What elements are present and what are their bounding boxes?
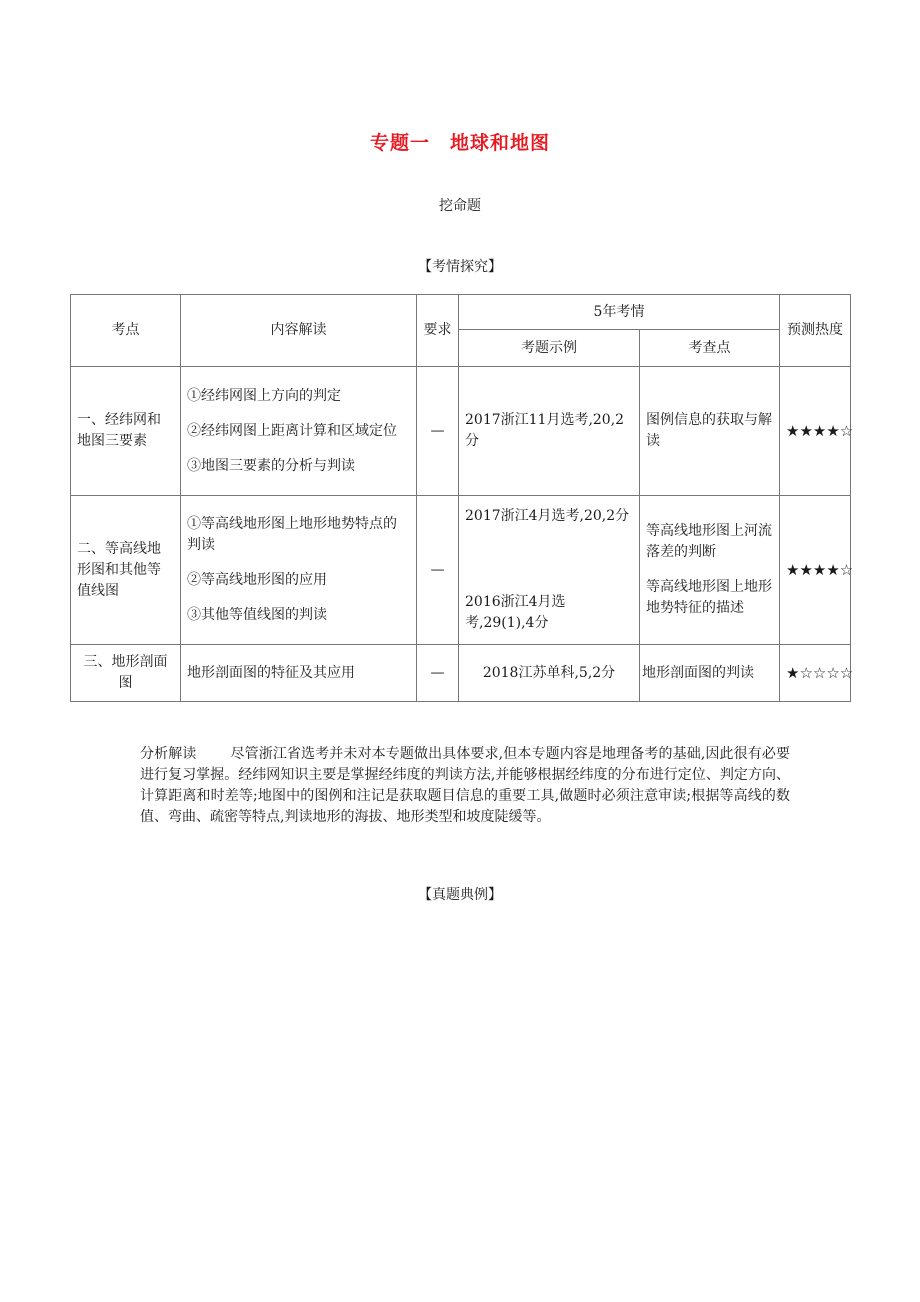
content-item: ③地图三要素的分析与判读 [187, 457, 355, 474]
exam-example: 2016浙江4月选考,29(1),4分 [465, 594, 566, 631]
exam-example: 2018江苏单科,5,2分 [482, 664, 616, 681]
header-kaochadian: 考查点 [640, 330, 780, 367]
cell-kaodian: 三、地形剖面图 [71, 645, 181, 702]
exam-table [70, 294, 854, 702]
exam-point: 图例信息的获取与解读 [646, 412, 772, 449]
cell-neirong [181, 645, 417, 702]
content-item: ②等高线地形图的应用 [187, 572, 327, 588]
cell-shili [459, 496, 640, 645]
header-kaodian: 考点 [71, 295, 181, 367]
analysis-paragraph [140, 744, 790, 828]
section-heading-real-examples: 【真题典例】 [418, 887, 502, 903]
content-item: ①等高线地形图上地形地势特点的判读 [187, 516, 397, 553]
rating-stars: ★★★★☆ [780, 367, 851, 496]
table-row [71, 645, 851, 702]
header-shili: 考题示例 [459, 330, 640, 367]
exam-example: 2017浙江4月选考,20,2分 [465, 508, 630, 524]
section-heading-exam-analysis: 【考情探究】 [418, 259, 502, 275]
cell-kaodian: 二、等高线地形图和其他等值线图 [71, 496, 181, 645]
cell-kaochadian [640, 367, 780, 496]
content-item: ②经纬网图上距离计算和区域定位 [187, 422, 397, 439]
subtitle: 挖命题 [439, 198, 481, 214]
rating-stars: ★★★★☆ [780, 496, 851, 645]
cell-kaochadian [640, 496, 780, 645]
header-yaoqiu: 要求 [417, 295, 459, 367]
exam-example: 2017浙江11月选考,20,2分 [465, 412, 625, 449]
cell-shili [459, 645, 640, 702]
content-item: ③其他等值线图的判读 [187, 607, 327, 623]
cell-kaochadian [640, 645, 780, 702]
page-title: 专题一 地球和地图 [369, 132, 550, 154]
table-row [71, 367, 851, 496]
exam-point: 等高线地形图上地形地势特征的描述 [646, 579, 772, 616]
table-row [71, 496, 851, 645]
analysis-text: 尽管浙江省选考并未对本专题做出具体要求,但本专题内容是地理备考的基础,因此很有必要进行复习掌握。经纬网知识主要是掌握经纬度的判读方法,并能够根据经纬度的分布进行定位、判定方向、计算距离和时差等;地图中的图例和注记是获取题目信息的重要工具,做题时必须注意审读;根据等高线的数值、弯曲、疏密等特点,判读地形的海拔、地形类型和坡度陡缓等。 [140, 746, 790, 825]
cell-neirong [181, 496, 417, 645]
analysis-label: 分析解读 [140, 746, 197, 762]
cell-yaoqiu: — [417, 645, 459, 702]
cell-shili [459, 367, 640, 496]
content-item: ①经纬网图上方向的判定 [187, 387, 341, 404]
content-item: 地形剖面图的特征及其应用 [187, 664, 355, 681]
header-redu: 预测热度 [780, 295, 851, 367]
rating-stars: ★☆☆☆☆ [780, 645, 851, 702]
cell-kaodian: 一、经纬网和地图三要素 [71, 367, 181, 496]
header-five-year: 5年考情 [459, 295, 780, 330]
header-neirong: 内容解读 [181, 295, 417, 367]
cell-neirong [181, 367, 417, 496]
cell-yaoqiu: — [417, 496, 459, 645]
exam-point: 等高线地形图上河流落差的判断 [646, 523, 772, 560]
cell-yaoqiu: — [417, 367, 459, 496]
exam-point: 地形剖面图的判读 [642, 664, 754, 681]
